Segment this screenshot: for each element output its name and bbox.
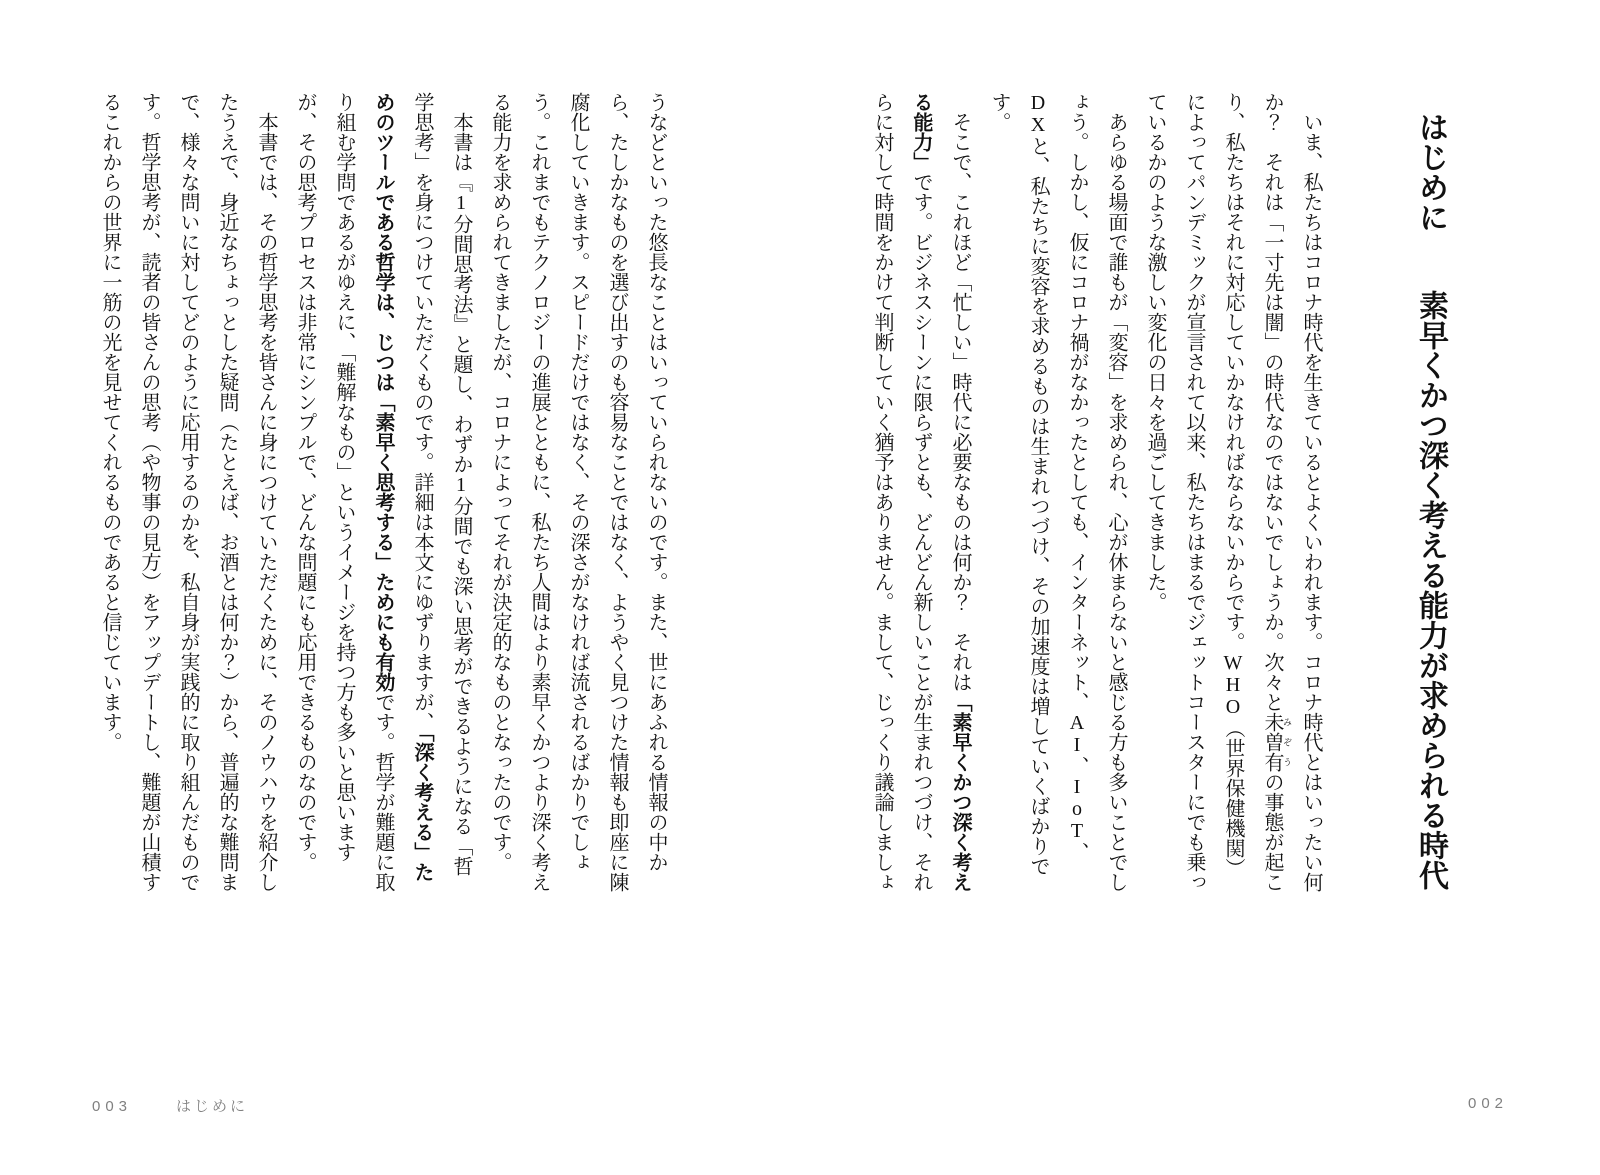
text-run: いま、私たちはコロナ時代を生きているとよくいわれます。コロナ時代とはいったい何か？ それは「一寸先は闇」の時代なのではないでしょうか。次々と — [1261, 92, 1322, 892]
paragraph — [979, 92, 1135, 892]
emphasis-text: 「素早くかつ深く考える能力」 — [910, 92, 971, 892]
emphasis-text: 「深く考える」ためのツールである哲学は、じつは「素早く思考する」ためにも有効 — [372, 92, 433, 882]
text-run: 本書は『1分間思考法』と題し、わずか1分間でも深い思考ができるようになる「哲学思考」を身につけていただくものです。詳細は本文にゆずりますが、 — [411, 92, 472, 876]
text-run: の事態が起こり、私たちはそれに対応していかなければならないからです。WHO（世界保健機関）によってパンデミックが宣言されて以来、私たちはまるでジェットコースターにでも乗っているかのような激しい変化の日々を過ごしてきました。 — [1144, 92, 1283, 892]
chapter-heading-label: はじめに — [1414, 112, 1447, 232]
chapter-heading-title: 素早くかつ深く考える能力が求められる時代 — [1414, 290, 1447, 890]
paragraph — [480, 92, 675, 892]
text-run: です。哲学が難題に取り組む学問であるがゆえに、「難解なもの」というイメージを持つ方も多いと思いますが、その思考プロセスは非常にシンプルで、どんな問題にも応用できるものなのです。 — [294, 92, 394, 892]
text-run: 本書では、その哲学思考を皆さんに身につけていただくために、そのノウハウを紹介したうえで、身近なちょっとした疑問（たとえば、お酒とは何か？）から、普遍的な難問まで、様々な問いに対してどのように応用するのかを、私自身が実践的に取り組んだものです。哲学思考が、読者の皆さんの思考（や物事の見方）をアップデートし、難題が山積するこれからの世界に一筋の光を見せてくれるものであると信じています。 — [99, 92, 277, 892]
paragraph — [90, 92, 285, 892]
paragraph — [862, 92, 979, 892]
page-number-right: 002 — [1468, 1095, 1509, 1112]
text-run: そこで、これほど「忙しい」時代に必要なものは何か？ それは — [949, 112, 971, 692]
running-head: はじめに — [176, 1098, 249, 1115]
paragraph — [285, 92, 480, 892]
text-run: うなどといった悠長なことはいっていられないのです。また、世にあふれる情報の中から、たしかなものを選び出すのも容易なことではなく、ようやく見つけた情報も即座に陳腐化していきます。スピードだけではなく、その深さがなければ流されるばかりでしょう。これまでもテクノロジーの進展とともに、私たち人間はより素早くかつより深く考える能力を求められてきましたが、コロナによってそれが決定的なものとなったのです。 — [489, 92, 667, 892]
paragraph — [1135, 92, 1330, 892]
text-run: です。ビジネスシーンに限らずとも、どんどん新しいことが生まれつづけ、それらに対して時間をかけて判断していく猶予はありません。まして、じっくり議論しましょ — [871, 92, 932, 892]
text-run: あらゆる場面で誰もが「変容」を求められ、心が休まらないと感じる方も多いことでしょう。しかし、仮にコロナ禍がなかったとしても、インターネット、AI、IoT、DXと、私たちに変容を求めるものは生まれつづけ、その加速度は増していくばかりです。 — [988, 92, 1127, 892]
body-text-right — [862, 92, 1330, 892]
chapter-heading — [1413, 112, 1447, 890]
page-number-left: 003 — [92, 1098, 133, 1115]
ruby-annotated-word: 未曽有 みぞう — [1261, 712, 1292, 772]
page-footer-left — [92, 1095, 248, 1116]
body-text-left — [90, 92, 675, 892]
